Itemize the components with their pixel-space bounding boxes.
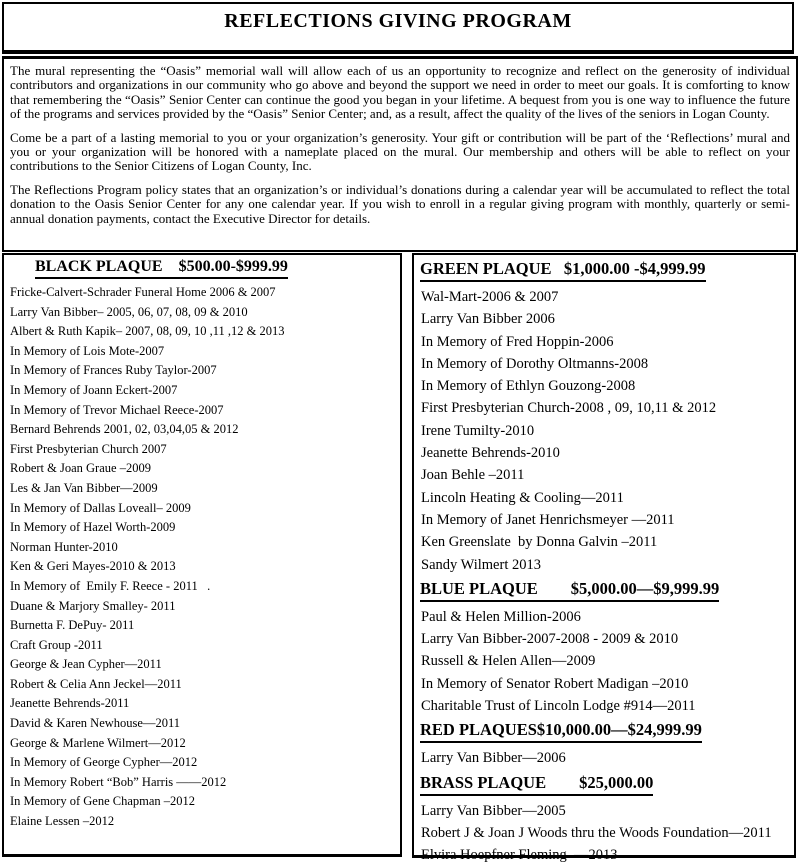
plaque-entry: In Memory of Dorothy Oltmanns-2008	[421, 355, 649, 372]
plaque-entry: Larry Van Bibber-2007-2008 - 2009 & 2010	[421, 631, 679, 648]
plaque-entry: In Memory of Janet Henrichsmeyer —2011	[421, 511, 675, 528]
plaque-entry: George & Jean Cypher—2011	[10, 657, 162, 672]
plaque-entry: In Memory of Fred Hoppin-2006	[421, 333, 614, 350]
plaque-entry: First Presbyterian Church-2008 , 09, 10,11 & 2012	[421, 400, 717, 417]
brass-plaque-entries	[414, 800, 794, 867]
black-plaque-panel	[2, 253, 402, 857]
intro-paragraph-1: The mural representing the “Oasis” memorial wall will allow each of us an opportunity to recognize and reflect on the generosity of individual contributors and organizations in our community who go above and beyond the support we need in order to meet our goals. It is comforting to know that remembering the “Oasis” Senior Center can continue the good you began in your lifetime. A bequest from you is one way to influence the future of the programs and services provided by the “Oasis” Senior Center; and, as a result, affect the quality of the lives of the seniors in Logan County.	[10, 63, 790, 122]
plaque-entry: Joan Behle –2011	[421, 467, 525, 484]
blue-plaque-heading: BLUE PLAQUE $5,000.00—$9,999.99	[420, 579, 719, 602]
green-plaque-section	[414, 256, 794, 576]
plaque-entry: Jeanette Behrends-2011	[10, 696, 130, 711]
plaque-entry: Paul & Helen Million-2006	[421, 608, 581, 625]
plaque-entry: Larry Van Bibber—2005	[421, 802, 566, 819]
right-plaque-panel	[412, 253, 796, 864]
red-plaque-section	[414, 717, 794, 769]
plaque-entry: Jeanette Behrends-2010	[421, 445, 560, 462]
plaque-entry: Larry Van Bibber– 2005, 06, 07, 08, 09 & 2010	[10, 304, 248, 319]
plaque-entry: In Memory of George Cypher—2012	[10, 755, 198, 770]
plaque-entry: Sandy Wilmert 2013	[421, 556, 541, 573]
plaque-entry: First Presbyterian Church 2007	[10, 441, 167, 456]
intro-text-box	[2, 56, 798, 252]
black-plaque-entries	[4, 283, 400, 832]
plaque-entry: Robert & Celia Ann Jeckel—2011	[10, 676, 182, 691]
plaque-entry: Lincoln Heating & Cooling—2011	[421, 489, 624, 506]
plaque-entry: In Memory of Ethlyn Gouzong-2008	[421, 378, 636, 395]
plaque-entry: Russell & Helen Allen—2009	[421, 653, 596, 670]
plaque-entry: In Memory Robert “Bob” Harris ——2012	[10, 774, 227, 789]
green-plaque-heading: GREEN PLAQUE $1,000.00 -$4,999.99	[420, 259, 706, 282]
black-plaque-heading: BLACK PLAQUE $500.00-$999.99	[35, 258, 288, 279]
plaque-entry: In Memory of Frances Ruby Taylor-2007	[10, 363, 217, 378]
plaque-entry: In Memory of Trevor Michael Reece-2007	[10, 402, 224, 417]
page-title: REFLECTIONS GIVING PROGRAM	[224, 10, 572, 32]
brass-plaque-section	[414, 770, 794, 867]
intro-paragraph-3: The Reflections Program policy states that an organization’s or individual’s donations during a calendar year will be accumulated to reflect the total donation to the Oasis Senior Center for any one calendar year. If you wish to enroll in a regular giving program with monthly, quarterly or semi-annual donation payments, contact the Executive Director for details.	[10, 181, 790, 226]
red-plaque-entries	[414, 747, 794, 769]
document-title-box	[2, 2, 794, 54]
plaque-entry: Elaine Lessen –2012	[10, 814, 115, 829]
plaque-entry: George & Marlene Wilmert—2012	[10, 735, 186, 750]
plaque-entry: Craft Group -2011	[10, 637, 103, 652]
intro-paragraph-2: Come be a part of a lasting memorial to you or your organization’s generosity. Your gift or contribution will be part of the ‘Reflections’ mural and you or your organization will be honored with a nameplate placed on the mural. Our membership and others will be able to reflect on your contributions to the Senior Citizens of Logan County, Inc.	[10, 129, 790, 174]
plaque-entry: Bernard Behrends 2001, 02, 03,04,05 & 2012	[10, 422, 239, 437]
plaque-entry: Ken Greenslate by Donna Galvin –2011	[421, 534, 658, 551]
plaque-entry: Larry Van Bibber 2006	[421, 311, 555, 328]
plaque-entry: In Memory of Lois Mote-2007	[10, 343, 165, 358]
plaque-entry: Albert & Ruth Kapik– 2007, 08, 09, 10 ,11 ,12 & 2013	[10, 324, 285, 339]
plaque-entry: Irene Tumilty-2010	[421, 422, 535, 439]
plaque-entry: In Memory of Joann Eckert-2007	[10, 382, 178, 397]
plaque-entry: Robert J & Joan J Woods thru the Woods Foundation—2011	[421, 824, 772, 841]
brass-plaque-heading: BRASS PLAQUE $25,000.00	[420, 773, 653, 796]
plaque-entry: Norman Hunter-2010	[10, 539, 118, 554]
plaque-entry: In Memory of Emily F. Reece - 2011 .	[10, 578, 211, 593]
green-plaque-entries	[414, 286, 794, 576]
plaque-entry: Les & Jan Van Bibber—2009	[10, 480, 158, 495]
plaque-entry: In Memory of Senator Robert Madigan –2010	[421, 675, 689, 692]
plaque-entry: Duane & Marjory Smalley- 2011	[10, 598, 176, 613]
red-plaque-heading: RED PLAQUES$10,000.00—$24,999.99	[420, 720, 702, 743]
plaque-entry: Wal-Mart-2006 & 2007	[421, 289, 559, 305]
plaque-entry: Fricke-Calvert-Schrader Funeral Home 2006 & 2007	[10, 285, 276, 299]
plaque-entry: David & Karen Newhouse—2011	[10, 716, 180, 731]
blue-plaque-section	[414, 576, 794, 717]
plaque-entry: In Memory of Hazel Worth-2009	[10, 520, 176, 535]
plaque-entry: In Memory of Gene Chapman –2012	[10, 794, 196, 809]
plaque-entry: Burnetta F. DePuy- 2011	[10, 618, 135, 633]
blue-plaque-entries	[414, 606, 794, 717]
plaque-entry: Charitable Trust of Lincoln Lodge #914—2011	[421, 698, 696, 715]
plaque-entry: In Memory of Dallas Loveall– 2009	[10, 500, 191, 515]
plaque-entry: Robert & Joan Graue –2009	[10, 461, 151, 476]
plaque-entry: Ken & Geri Mayes-2010 & 2013	[10, 559, 176, 574]
plaque-entry: Larry Van Bibber—2006	[421, 750, 566, 767]
plaque-entry: Elvira Hoepfner Fleming —2013	[421, 847, 618, 864]
